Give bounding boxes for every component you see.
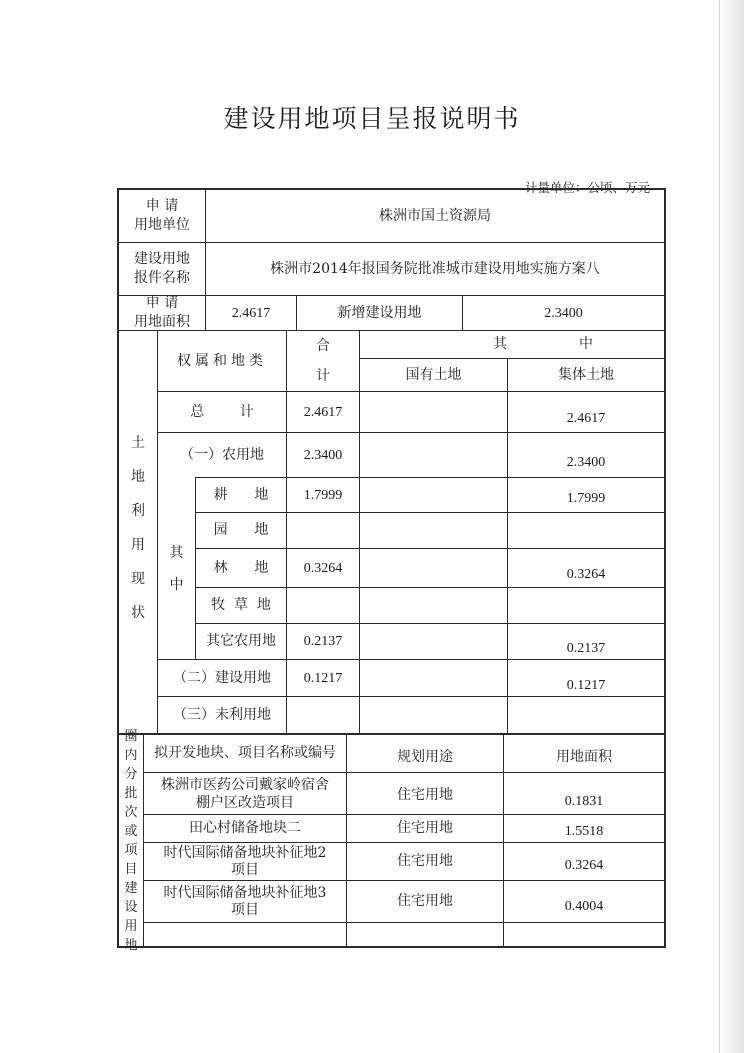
row-label-forest: 林 地 [213,559,269,576]
section-char: 分批 [124,766,138,801]
project-area: 0.1831 [564,794,604,809]
project-area: 0.4004 [564,899,604,914]
state-cell [360,549,507,587]
row-label-agricultural: （一）农用地 [180,446,264,463]
land-use-section-label [119,418,157,638]
subgroup-label [158,478,195,659]
collective-cell: 0.3264 [566,566,606,582]
row-label-garden: 园 地 [213,522,269,538]
state-cell [360,697,507,733]
new-construction-value: 2.3400 [544,305,583,321]
total-cell: 0.1217 [303,670,343,686]
table-border-right [664,188,666,948]
project-name: 时代国际储备地块补征地3 项目 [163,884,327,918]
area-label: 申 请 用地面积 [134,295,190,330]
collective-cell: 2.3400 [566,454,606,470]
project-use-header: 规划用途 [397,749,453,765]
applicant-label: 申 请 用地单位 [134,198,190,233]
collective-cell [508,513,664,548]
project-use: 住宅用地 [397,853,453,869]
project-use: 住宅用地 [397,787,453,803]
project-use: 住宅用地 [397,820,453,836]
collective-header: 集体土地 [558,366,614,383]
total-header: 合 计 [316,337,330,384]
section-char: 土 [131,435,145,451]
applicant-value: 株洲市国土资源局 [379,207,491,224]
section-char: 建设 [124,880,138,915]
of-which-header-b: 中 [579,336,593,352]
collective-cell: 2.4617 [566,410,606,426]
state-cell [360,624,507,659]
document-name-label: 建设用地 报件名称 [134,251,190,286]
section-char: 地 [131,469,145,485]
project-area: 0.3264 [564,858,604,873]
new-construction-label: 新增建设用地 [337,304,422,321]
state-cell [360,513,507,548]
state-cell [360,392,507,432]
project-name [144,923,346,946]
state-cell [360,478,507,512]
category-header: 权属和地类 [177,352,267,369]
total-cell [287,513,359,548]
total-cell: 0.2137 [303,634,343,649]
project-name: 时代国际储备地块补征地2 项目 [163,844,327,878]
project-name: 株洲市医药公司戴家岭宿舍 棚户区改造项目 [161,776,329,811]
total-cell [287,588,359,623]
project-area-header: 用地面积 [556,749,612,765]
section-char: 用地 [124,918,138,953]
total-cell: 2.4617 [303,404,343,420]
row-label-construction: （二）建设用地 [173,669,271,686]
project-area [504,923,664,946]
project-name-header: 拟开发地块、项目名称或编号 [154,745,336,761]
collective-cell [508,697,664,733]
state-cell [360,660,507,696]
collective-cell: 0.2137 [566,641,606,656]
state-cell [360,433,507,477]
section-char: 用 [131,537,145,553]
collective-cell: 1.7999 [566,490,606,506]
table-border-bottom [117,946,665,948]
section-char: 次或 [124,804,138,839]
section-char: 利 [131,503,145,519]
row-label-unused: （三）未利用地 [173,706,271,723]
project-name: 田心村储备地块二 [189,820,301,836]
total-cell: 0.3264 [303,560,343,576]
project-use: 住宅用地 [397,893,453,909]
total-cell: 2.3400 [303,447,343,463]
document-title: 建设用地项目呈报说明书 [223,104,521,133]
row-label-total: 总 计 [190,403,254,420]
section-char: 状 [131,605,145,621]
document-name-value: 株洲市2014年报国务院批准城市建设用地实施方案八 [270,260,600,277]
section-char: 现 [131,571,145,587]
row-label-cultivated: 耕 地 [213,486,269,503]
row-label-grassland: 牧 草 地 [211,597,271,613]
collective-cell [508,588,664,623]
total-cell [287,697,359,733]
section-char: 圈内 [124,728,138,763]
subgroup-char: 其 [169,544,184,561]
of-which-header-a: 其 [493,336,507,352]
collective-cell: 0.1217 [566,677,606,693]
row-label-other-agri: 其它农用地 [206,633,276,649]
projects-section-label [119,728,143,953]
project-area: 1.5518 [564,824,604,839]
state-owned-header: 国有土地 [405,366,462,383]
project-use [347,923,503,946]
total-cell: 1.7999 [303,487,343,503]
area-value: 2.4617 [231,305,271,321]
section-char: 项目 [124,842,138,877]
subgroup-char: 中 [169,576,184,593]
state-cell [360,588,507,623]
